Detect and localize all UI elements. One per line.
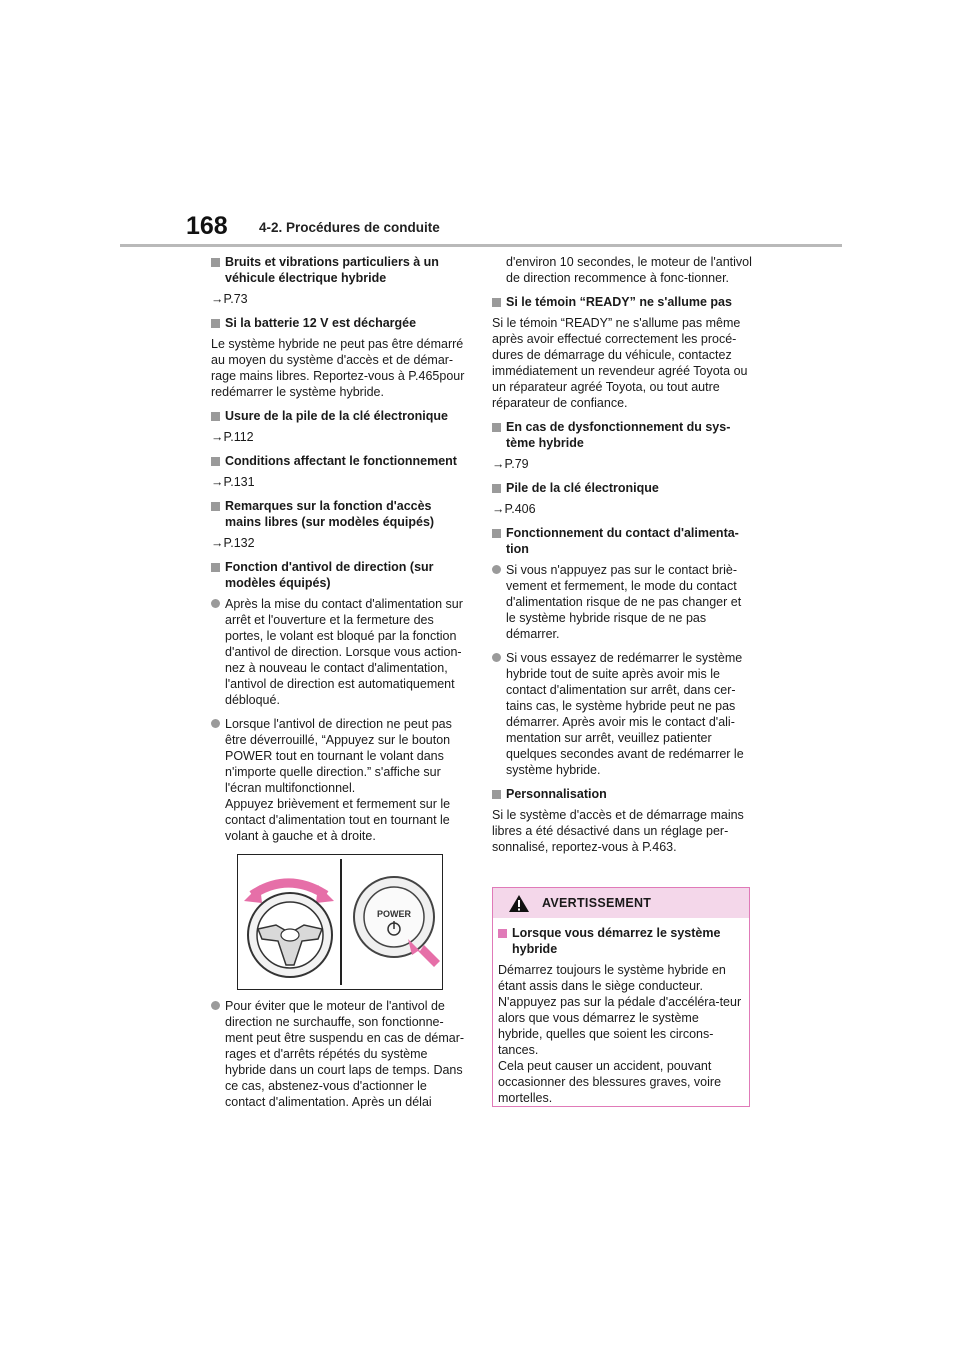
paragraph-temoin-ready: Si le témoin “READY” ne s'allume pas même après avoir effectué correctement les procé-dures de démarrage du véhicule, contactez immédiatement un revendeur agréé Toyota ou un réparateur agréé Toyota, ou tout autre réparateur de confiance. <box>492 316 748 410</box>
bullet-contact-1: Si vous n'appuyez pas sur le contact briè-vement et fermement, le mode du contact d'alimentation risque de ne pas changer et le système hybride risque de ne pas démarrer. <box>492 562 752 642</box>
page-header <box>0 0 960 250</box>
ref-link-p112[interactable]: →P.112 <box>211 430 254 444</box>
warning-title: AVERTISSEMENT <box>542 896 652 910</box>
ref-link-p132[interactable]: →P.132 <box>211 536 255 550</box>
bullet-antivol-3: Pour éviter que le moteur de l'antivol de direction ne surchauffe, son fonctionne-ment peut être suspendu en cas de démar-rages et d'arrêts répétés du système hybride dans un court laps de temps. Dans ce cas, abstenez-vous d'actionner le contact d'alimentation. Après un délai <box>211 998 469 1110</box>
bullet-contact-2: Si vous essayez de redémarrer le système hybride tout de suite après avoir mis le contact d'alimentation sur arrêt, dans cer-tains cas, le système hybride peut ne pas démarrer. Après avoir mis le contact d'ali-mentation sur arrêt, veuillez patienter quelques secondes avant de redémarrer le système hybride. <box>492 650 752 778</box>
left-column <box>211 254 469 1118</box>
ref-link-p406[interactable]: →P.406 <box>492 502 536 516</box>
page-number: 168 <box>186 212 228 240</box>
ref-link-p131[interactable]: →P.131 <box>211 475 255 489</box>
heading-dysfonctionnement: En cas de dysfonctionnement du sys-tème hybride <box>492 419 752 451</box>
paragraph-continuation: d'environ 10 secondes, le moteur de l'antivol de direction recommence à fonc-tionner. <box>506 255 752 285</box>
ref-link-p79[interactable]: →P.79 <box>492 457 529 471</box>
heading-bruits-vibrations: Bruits et vibrations particuliers à un véhicule électrique hybride <box>211 254 469 286</box>
heading-conditions: Conditions affectant le fonctionnement <box>211 453 469 469</box>
heading-antivol-direction: Fonction d'antivol de direction (sur modèles équipés) <box>211 559 469 591</box>
bullet-antivol-1: Après la mise du contact d'alimentation sur arrêt et l'ouverture et la fermeture des portes, le volant est bloqué par la fonction d'antivol de direction. Lorsque vous action-nez à nouveau le contact d'alimentation, l'antivol de direction est automatiquement débloqué. <box>211 596 469 708</box>
ref-link-p73[interactable]: →P.73 <box>211 292 248 306</box>
warning-header <box>493 888 749 918</box>
heading-temoin-ready: Si le témoin “READY” ne s'allume pas <box>492 294 752 310</box>
power-label: POWER <box>376 909 412 919</box>
heading-personnalisation: Personnalisation <box>492 786 752 802</box>
steering-power-illustration <box>237 854 443 990</box>
warning-text: Démarrez toujours le système hybride en étant assis dans le siège conducteur. N'appuyez pas sur la pédale d'accéléra-teur alors que vous démarrez le système hybride, quelles que soient les circons-tances. Cela peut causer un accident, pouvant occasionner des blessures graves, voire mortelles. <box>498 963 742 1105</box>
bullet-antivol-2: Lorsque l'antivol de direction ne peut pas être déverrouillé, “Appuyez sur le bouton POWER tout en tournant le volant dans n'importe quelle direction.” s'affiche sur l'écran multifonctionnel. Appuyez brièvement et fermement sur le contact d'alimentation tout en tournant le volant à gauche et à droite. <box>211 716 469 844</box>
heading-pile-cle: Pile de la clé électronique <box>492 480 752 496</box>
heading-batterie-12v: Si la batterie 12 V est déchargée <box>211 315 469 331</box>
section-title: 4-2. Procédures de conduite <box>259 220 440 235</box>
power-button-icon <box>238 855 442 989</box>
right-column <box>492 254 752 863</box>
heading-remarques-acces: Remarques sur la fonction d'accès mains libres (sur modèles équipés) <box>211 498 469 530</box>
paragraph-batterie-12v: Le système hybride ne peut pas être démarré au moyen du système d'accès et de démar-rage mains libres. Reportez-vous à P.465pour redémarrer le système hybride. <box>211 337 465 399</box>
paragraph-personnalisation: Si le système d'accès et de démarrage mains libres a été désactivé dans un réglage per-sonnalisé, reportez-vous à P.463. <box>492 808 744 854</box>
warning-box <box>492 887 750 1107</box>
heading-usure-pile: Usure de la pile de la clé électronique <box>211 408 469 424</box>
warning-triangle-icon <box>508 894 530 913</box>
warning-body <box>493 918 749 1106</box>
header-divider <box>120 244 842 247</box>
warning-heading: Lorsque vous démarrez le système hybride <box>498 925 745 957</box>
heading-fonctionnement-contact: Fonctionnement du contact d'alimenta-tion <box>492 525 752 557</box>
